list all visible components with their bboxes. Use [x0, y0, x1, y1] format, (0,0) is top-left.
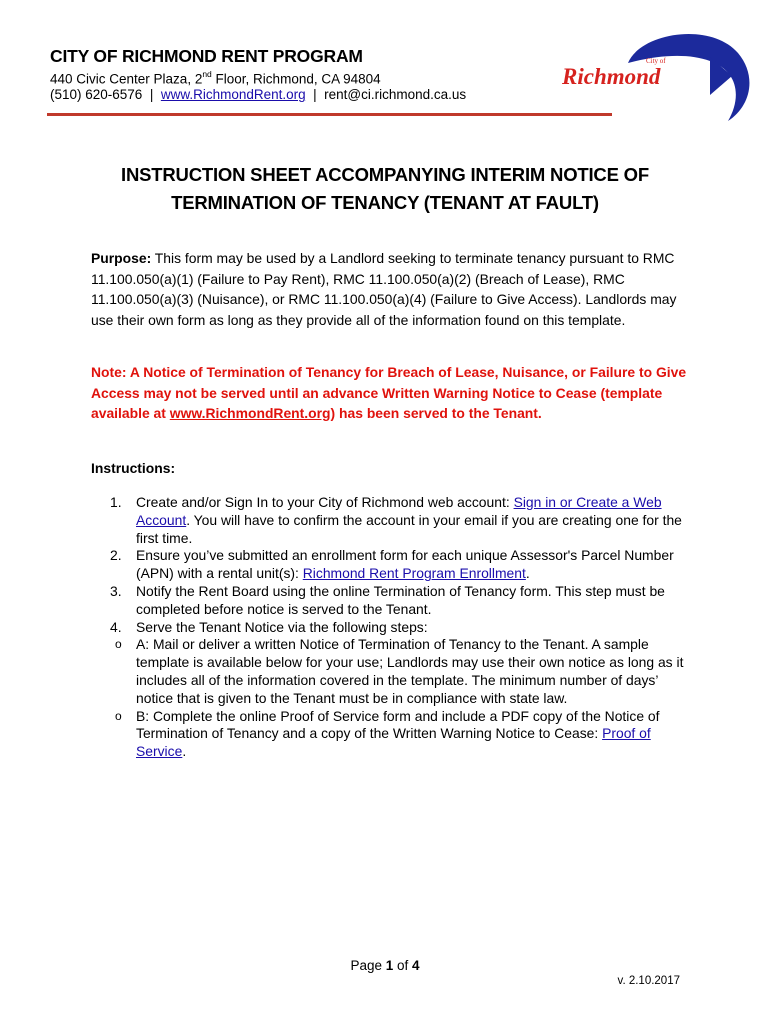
item-text: A: Mail or deliver a written Notice of Termination of Tenancy to the Tenant. A sample template is available below for your use; Landlords may use their own notice as long as it includes all of the information covered in the template. The minimum number of days’ notice that is given to the Tenant must be in compliance with state law. [136, 636, 684, 706]
item-text: B: Complete the online Proof of Service form and include a PDF copy of the Notice of Termination of Tenancy and a copy of the Written Warning Notice to Cease: [136, 707, 660, 742]
list-marker: 4. [110, 618, 122, 635]
list-item [91, 636, 691, 707]
item-text: . You will have to confirm the account in your email if you are creating one for the first time. [136, 511, 682, 546]
address-pre: 440 Civic Center Plaza, 2 [50, 71, 203, 87]
list-marker: o [115, 637, 122, 652]
note-website-link[interactable]: www.RichmondRent.org [169, 405, 331, 421]
instructions-list [91, 494, 691, 761]
list-marker: o [115, 708, 122, 723]
logo-name: Richmond [562, 64, 661, 89]
list-marker: 1. [110, 494, 122, 510]
list-marker: 3. [110, 582, 122, 599]
purpose-text: This form may be used by a Landlord seeking to terminate tenancy pursuant to RMC 11.100.050(a)(1) (Failure to Pay Rent), RMC 11.100.050(a)(2) (Breach of Lease), RMC 11.100.050(a)(3) (Nuisance), or RMC 11.100.050(a)(4) (Failure to Give Access). Landlords may use their own form as long as they provide all of the information found on this template. [91, 250, 677, 328]
item-text: . [525, 565, 530, 582]
richmond-logo [560, 27, 755, 127]
page-total: 4 [412, 958, 420, 973]
address-line [50, 70, 381, 87]
item-text: . [182, 743, 187, 760]
page-title-line-1: INSTRUCTION SHEET ACCOMPANYING INTERIM NOTICE OF [121, 164, 649, 185]
instructions-heading: Instructions: [91, 460, 176, 476]
list-marker: 2. [110, 547, 122, 564]
org-name: CITY OF RICHMOND RENT PROGRAM [50, 46, 363, 66]
separator: | [142, 87, 161, 102]
page-current: 1 [385, 958, 394, 973]
enrollment-link[interactable]: Richmond Rent Program Enrollment [302, 565, 526, 582]
address-post: Floor, Richmond, CA 94804 [211, 71, 381, 87]
logo-city-of: City of [646, 57, 666, 65]
version-label: v. 2.10.2017 [617, 975, 680, 987]
header-rule [47, 113, 612, 116]
sign-in-link[interactable]: Sign in or Create a Web Account [136, 494, 662, 528]
note-pre: Note: A Notice of Termination of Tenancy for Breach of Lease, Nuisance, or Failure to Give Access may not be served until an advance Written Warning Notice to Cease (template available at [91, 364, 687, 421]
list-item [91, 619, 691, 637]
note-paragraph [91, 362, 691, 424]
list-item [91, 494, 691, 547]
separator: | [305, 87, 325, 102]
purpose-label: Purpose: [91, 250, 152, 266]
list-item [91, 583, 691, 619]
email: rent@ci.richmond.ca.us [324, 87, 467, 102]
note-post: ) has been served to the Tenant. [330, 405, 542, 421]
contact-line [50, 87, 466, 102]
website-link[interactable]: www.RichmondRent.org [160, 87, 306, 102]
page-number [0, 958, 770, 973]
item-text: Ensure you’ve submitted an enrollment form for each unique Assessor's Parcel Number (APN) with a rental unit(s): [136, 547, 674, 582]
address-sup: nd [202, 69, 212, 79]
of-label: of [393, 958, 413, 973]
list-item [91, 547, 691, 583]
item-text: Serve the Tenant Notice via the following steps: [136, 618, 428, 635]
item-text: Create and/or Sign In to your City of Richmond web account: [136, 494, 514, 510]
page-label: Page [350, 958, 386, 973]
list-item [91, 708, 691, 761]
phone: (510) 620-6576 [50, 87, 143, 102]
proof-of-service-link[interactable]: Proof of Service [136, 725, 651, 760]
page-title-line-2: TERMINATION OF TENANCY (TENANT AT FAULT) [171, 192, 599, 213]
item-text: Notify the Rent Board using the online Termination of Tenancy form. This step must be completed before notice is served to the Tenant. [136, 582, 665, 617]
purpose-paragraph [91, 248, 691, 330]
